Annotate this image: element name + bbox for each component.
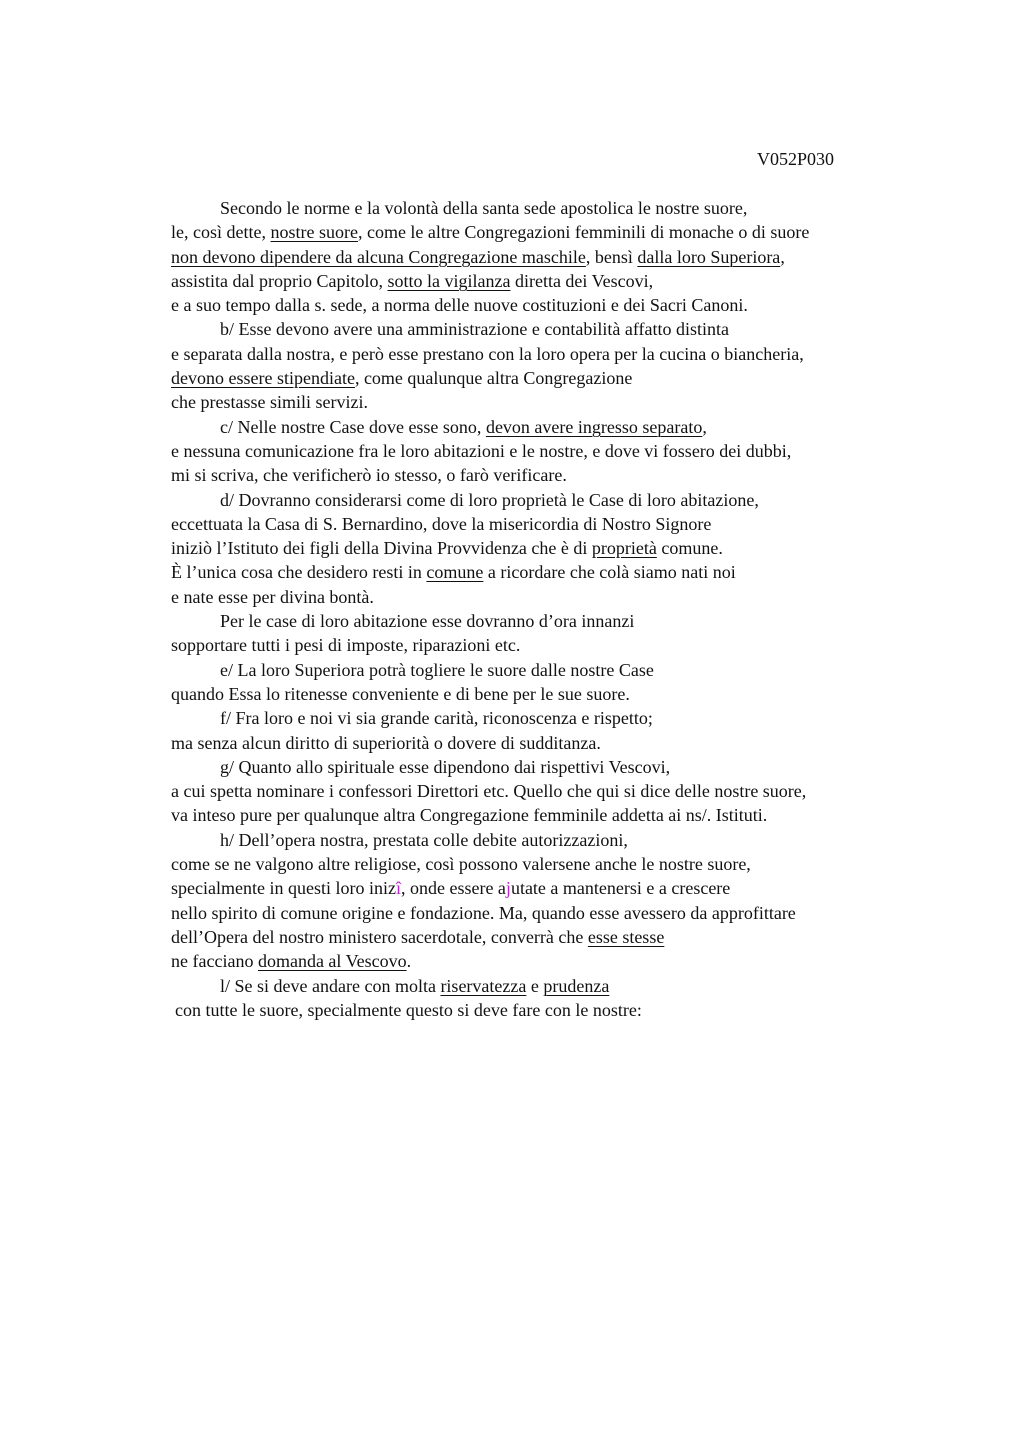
underlined-phrase: comune xyxy=(426,562,484,583)
text-line xyxy=(171,585,931,609)
text-segment: b/ Esse devono avere una amministrazione e contabilità affatto distinta xyxy=(220,319,730,340)
text-segment: a cui spetta nominare i confessori Direttori etc. Quello che qui si dice delle nostre suore, xyxy=(171,781,807,802)
text-segment: c/ Nelle nostre Case dove esse sono, xyxy=(220,416,486,437)
text-segment: dell’Opera del nostro ministero sacerdotale, converrà che xyxy=(171,926,588,947)
text-line xyxy=(171,658,931,682)
text-segment: e/ La loro Superiora potrà togliere le suore dalle nostre Case xyxy=(220,659,654,680)
text-line xyxy=(171,731,931,755)
text-line xyxy=(171,269,931,293)
text-line xyxy=(171,949,931,973)
text-line xyxy=(171,390,931,414)
text-segment: . xyxy=(406,951,412,972)
text-segment: nello spirito di comune origine e fondazione. Ma, quando esse avessero da approfittare xyxy=(171,902,796,923)
text-segment: h/ Dell’opera nostra, prestata colle debite autorizzazioni, xyxy=(220,829,628,850)
text-segment: , xyxy=(702,416,707,437)
text-line xyxy=(171,609,931,633)
text-segment: , come qualunque altra Congregazione xyxy=(354,368,633,389)
text-segment: specialmente in questi loro iniz xyxy=(171,878,396,899)
text-segment: È l’unica cosa che desidero resti in xyxy=(171,562,427,583)
text-line xyxy=(171,852,931,876)
letter-body xyxy=(171,196,931,1022)
underlined-phrase: proprietà xyxy=(591,538,657,559)
text-segment: diretta dei Vescovi, xyxy=(510,270,654,291)
text-segment: e nate esse per divina bontà. xyxy=(171,586,374,607)
text-segment: , come le altre Congregazioni femminili di monache o di suore xyxy=(357,222,810,243)
underlined-phrase: non devono dipendere da alcuna Congregazione maschile xyxy=(171,246,586,267)
text-line xyxy=(171,293,931,317)
text-line xyxy=(171,974,931,998)
text-line xyxy=(171,803,931,827)
text-segment: ne facciano xyxy=(171,951,258,972)
text-segment: Secondo le norme e la volontà della santa sede apostolica le nostre suore, xyxy=(220,198,748,218)
text-line xyxy=(171,536,931,560)
underlined-phrase: devono essere stipendiate xyxy=(171,368,355,389)
text-segment: , bensì xyxy=(585,246,638,267)
text-line xyxy=(171,415,931,439)
underlined-phrase: domanda al Vescovo xyxy=(257,951,407,972)
text-line xyxy=(171,755,931,779)
text-segment: sopportare tutti i pesi di imposte, riparazioni etc. xyxy=(171,635,521,656)
text-segment: utate a mantenersi e a crescere xyxy=(510,878,731,899)
text-segment: che prestasse simili servizi. xyxy=(171,392,368,413)
text-segment: comune. xyxy=(656,538,723,559)
text-line xyxy=(171,779,931,803)
text-segment: e separata dalla nostra, e però esse prestano con la loro opera per la cucina o biancheria, xyxy=(171,343,804,364)
text-line xyxy=(171,682,931,706)
text-segment: f/ Fra loro e noi vi sia grande carità, riconoscenza e rispetto; xyxy=(220,708,653,729)
text-segment: , onde essere a xyxy=(400,878,506,899)
underlined-phrase: devon avere ingresso separato xyxy=(485,416,703,437)
text-segment: mi si scriva, che verificherò io stesso, o farò verificare. xyxy=(171,465,567,486)
text-segment: ma senza alcun diritto di superiorità o dovere di sudditanza. xyxy=(171,732,601,753)
underlined-phrase: riservatezza xyxy=(440,975,527,996)
page-code: V052P030 xyxy=(757,149,835,169)
text-line xyxy=(171,317,931,341)
text-segment: va inteso pure per qualunque altra Congregazione femminile addetta ai ns/. Istituti. xyxy=(171,805,768,826)
text-line xyxy=(171,560,931,584)
text-line xyxy=(171,901,931,925)
text-segment: e a suo tempo dalla s. sede, a norma delle nuove costituzioni e dei Sacri Canoni. xyxy=(171,295,748,316)
text-line xyxy=(171,196,931,220)
text-line xyxy=(171,925,931,949)
text-segment: quando Essa lo ritenesse conveniente e di bene per le sue suore. xyxy=(171,683,630,704)
text-segment: a ricordare che colà siamo nati noi xyxy=(483,562,736,583)
text-segment: , xyxy=(780,246,785,267)
text-segment: l/ Se si deve andare con molta xyxy=(220,975,441,996)
text-line xyxy=(171,439,931,463)
text-line xyxy=(171,245,931,269)
text-line xyxy=(171,220,931,244)
text-segment: come se ne valgono altre religiose, così possono valersene anche le nostre suore, xyxy=(171,854,751,875)
text-segment: d/ Dovranno considerarsi come di loro proprietà le Case di loro abitazione, xyxy=(220,489,759,510)
text-segment: e nessuna comunicazione fra le loro abitazioni e le nostre, e dove vi fossero dei dubbi, xyxy=(171,440,792,461)
text-segment: g/ Quanto allo spirituale esse dipendono dai rispettivi Vescovi, xyxy=(220,756,671,777)
underlined-phrase: prudenza xyxy=(543,975,610,996)
highlighted-glyph: î xyxy=(395,878,401,899)
highlighted-glyph: j xyxy=(505,878,511,899)
text-line xyxy=(171,366,931,390)
underlined-phrase: sotto la vigilanza xyxy=(387,270,511,291)
text-line xyxy=(171,998,931,1022)
text-segment: Per le case di loro abitazione esse dovranno d’ora innanzi xyxy=(220,611,635,632)
text-segment: iniziò l’Istituto dei figli della Divina Provvidenza che è di xyxy=(171,538,592,559)
text-segment: e xyxy=(526,975,544,996)
text-segment: con tutte le suore, specialmente questo si deve fare con le nostre: xyxy=(175,999,642,1020)
underlined-phrase: esse stesse xyxy=(587,926,665,947)
underlined-phrase: dalla loro Superiora xyxy=(637,246,781,267)
underlined-phrase: nostre suore xyxy=(270,222,358,243)
text-line xyxy=(171,706,931,730)
text-line xyxy=(171,463,931,487)
text-line xyxy=(171,342,931,366)
text-line xyxy=(171,512,931,536)
text-line xyxy=(171,876,931,900)
text-line xyxy=(171,488,931,512)
text-segment: eccettuata la Casa di S. Bernardino, dove la misericordia di Nostro Signore xyxy=(171,513,712,534)
text-segment: assistita dal proprio Capitolo, xyxy=(171,270,388,291)
text-line xyxy=(171,633,931,657)
text-line xyxy=(171,828,931,852)
text-segment: le, così dette, xyxy=(171,222,271,243)
